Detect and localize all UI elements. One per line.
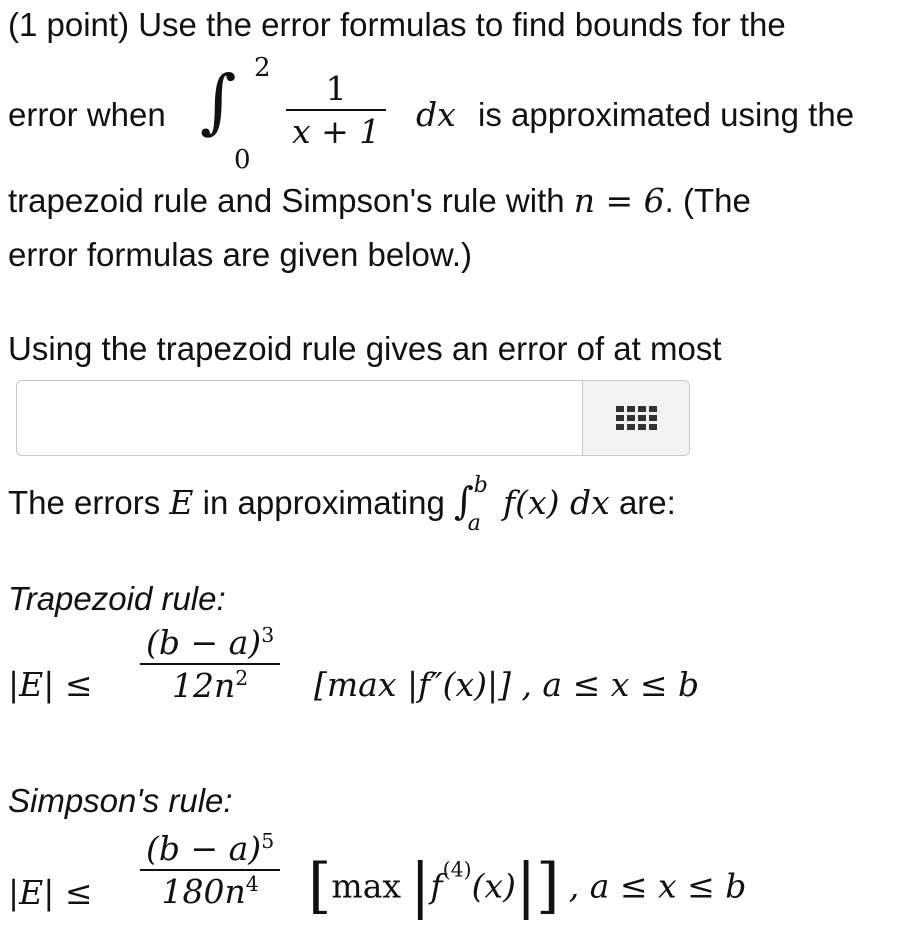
problem-intro-text: (1 point) Use the error formulas to find bounds for the xyxy=(8,6,786,43)
trapezoid-numerator xyxy=(140,622,280,663)
error-symbol: E xyxy=(169,483,194,522)
dx-text: dx xyxy=(416,95,456,134)
errors-intro xyxy=(8,473,676,536)
small-integral-sign: ∫ xyxy=(453,479,474,523)
problem-line-4 xyxy=(8,234,472,275)
equation-editor-button[interactable] xyxy=(582,381,689,455)
approximated-text: is approximated using the xyxy=(478,96,855,133)
simpson-denominator-exponent: 4 xyxy=(245,872,259,897)
trapezoid-denominator xyxy=(166,665,254,706)
trapezoid-lhs: |E| ≤ xyxy=(8,665,93,704)
integrand-numerator: 1 xyxy=(325,69,347,108)
trapezoid-fraction xyxy=(140,622,280,707)
trapezoid-denominator-exponent: 2 xyxy=(235,666,249,691)
errors-middle: in approximating xyxy=(202,484,445,521)
trapezoid-label: Trapezoid rule: xyxy=(8,580,226,617)
integrand-fraction xyxy=(286,68,386,153)
integral-upper-limit: 2 xyxy=(254,53,271,83)
simpson-f: f xyxy=(430,866,443,906)
trapezoid-error-input[interactable] xyxy=(17,381,582,455)
simpson-f-derivative-order: (4) xyxy=(442,857,472,882)
simpson-lhs: |E| ≤ xyxy=(8,873,93,912)
problem-line-1 xyxy=(8,4,786,45)
simpson-numerator xyxy=(140,828,280,869)
simpson-f-arg: (x) xyxy=(471,866,516,906)
method-text: trapezoid rule and Simpson's rule with xyxy=(8,182,565,219)
simpson-max-expression xyxy=(308,851,747,921)
integral-sign: ∫ xyxy=(200,60,237,142)
simpson-max-text: max xyxy=(331,866,401,906)
error-when-text: error when xyxy=(8,96,166,133)
small-integral-limits xyxy=(467,473,494,536)
integrand-fx-dx: f(x) dx xyxy=(502,483,610,522)
right-bracket: ] xyxy=(536,851,560,921)
simpson-fraction xyxy=(140,828,280,913)
errors-suffix: are: xyxy=(618,484,676,521)
small-integral-upper: b xyxy=(473,473,488,498)
question-prompt: Using the trapezoid rule gives an error of at most xyxy=(8,330,722,367)
trapezoid-denominator-base: 12n xyxy=(171,666,236,706)
errors-prefix: The errors xyxy=(8,484,161,521)
left-bracket: [ xyxy=(308,851,332,921)
simpson-label: Simpson's rule: xyxy=(8,782,233,819)
right-abs-bar: | xyxy=(515,851,537,921)
formulas-below-text: error formulas are given below.) xyxy=(8,236,473,273)
problem-line-3 xyxy=(8,180,751,221)
integrand-denominator: x + 1 xyxy=(292,112,381,152)
n-equals-expression: n = 6 xyxy=(573,181,665,220)
trapezoid-max-bracket: [max |f″(x)|] , a ≤ x ≤ b xyxy=(314,665,700,704)
integral-lower-limit: 0 xyxy=(234,145,251,175)
trapezoid-numerator-exponent: 3 xyxy=(261,623,275,647)
simpson-denominator xyxy=(155,871,264,912)
answer-field xyxy=(16,380,690,456)
simpson-numerator-base: (b − a) xyxy=(146,829,262,868)
keypad-grid-icon xyxy=(616,406,657,430)
the-text: . (The xyxy=(664,182,751,219)
simpson-denominator-base: 180n xyxy=(161,872,246,912)
simpson-numerator-exponent: 5 xyxy=(261,829,275,853)
small-integral-lower: a xyxy=(467,511,481,536)
simpson-interval: , a ≤ x ≤ b xyxy=(568,866,747,906)
left-abs-bar: | xyxy=(410,851,431,921)
trapezoid-numerator-base: (b − a) xyxy=(146,623,262,662)
